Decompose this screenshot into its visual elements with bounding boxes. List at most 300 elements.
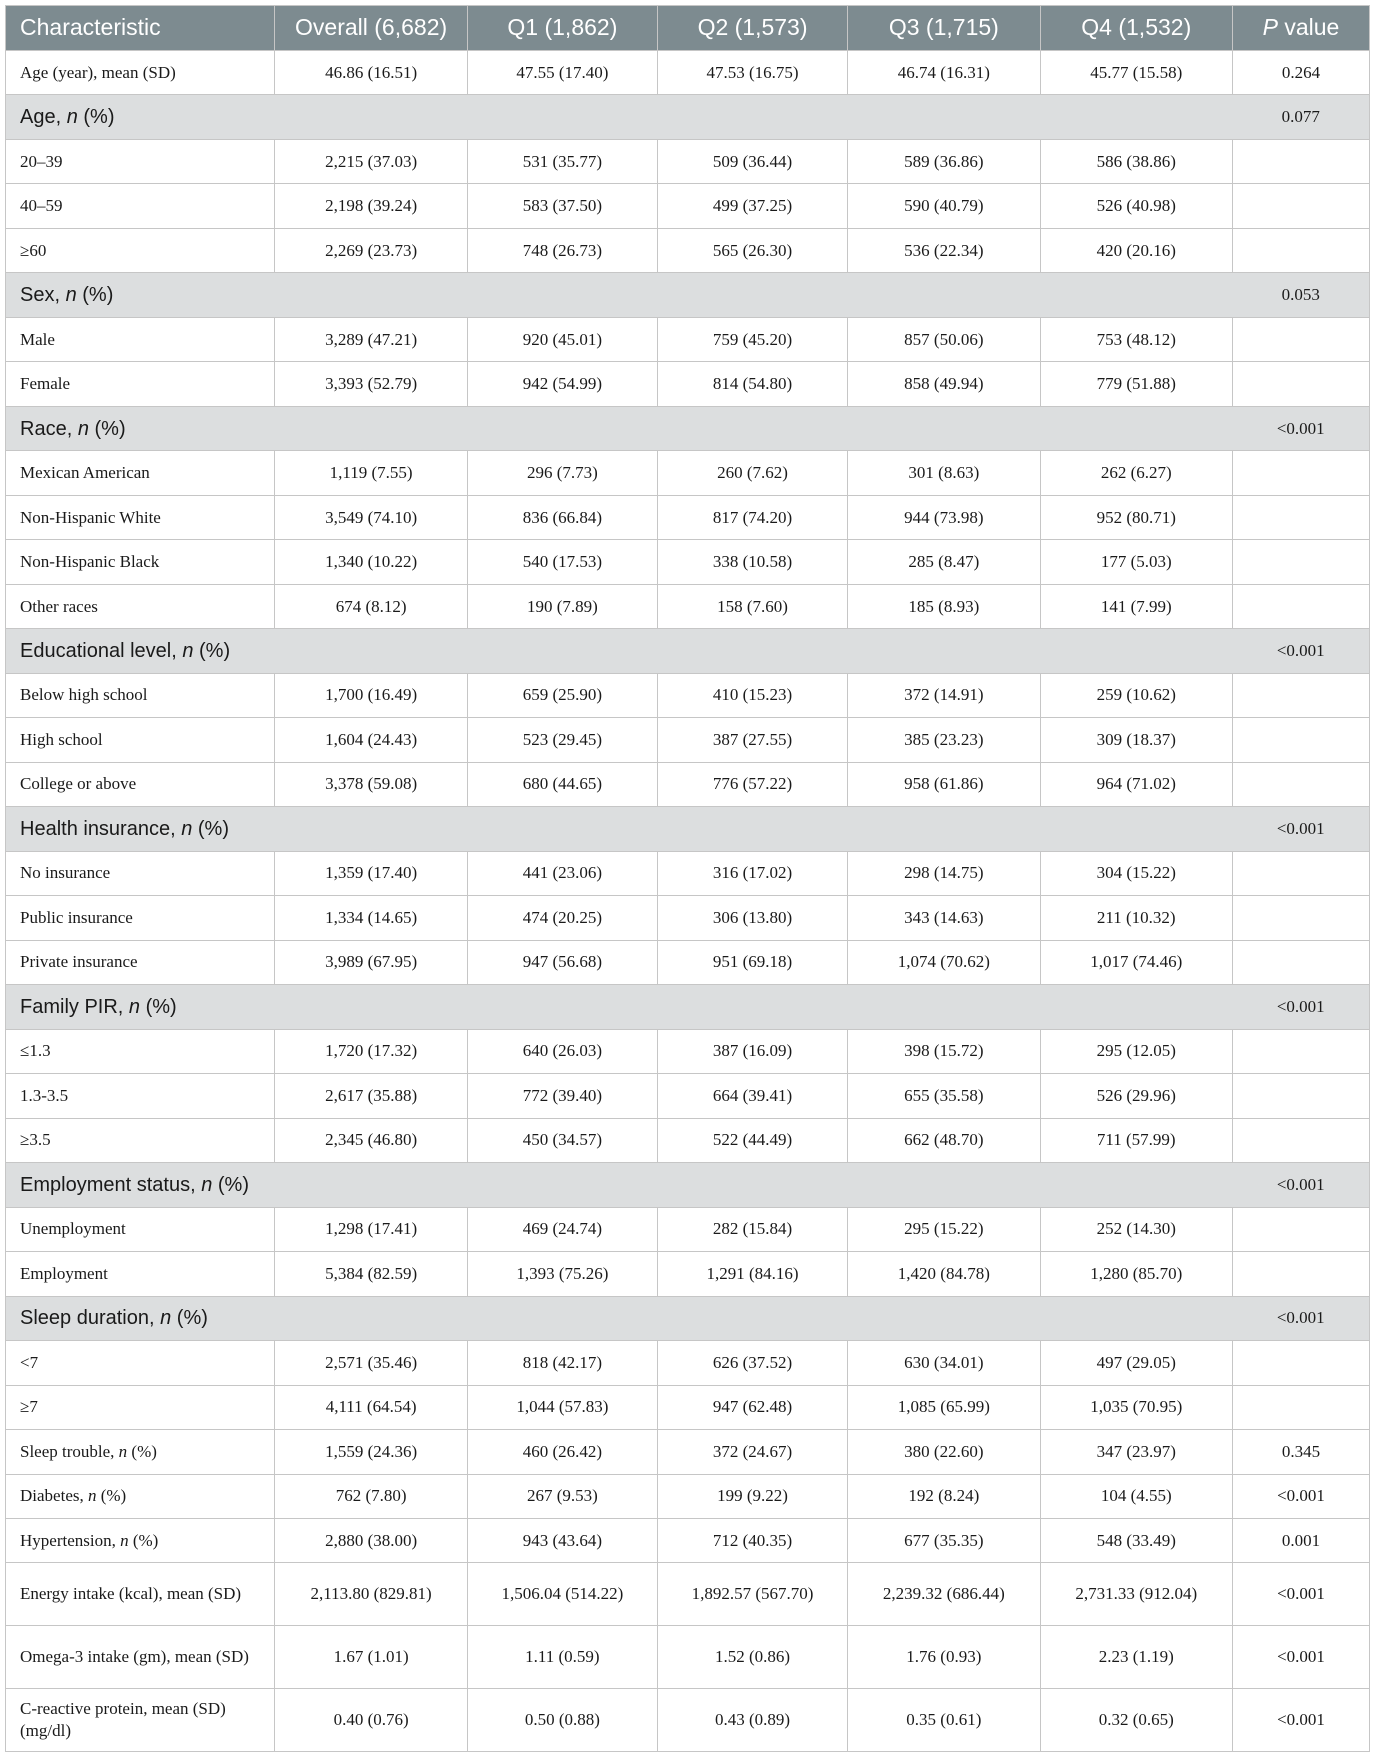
header-overall: Overall (6,682) [275, 6, 467, 51]
value-cell: 2,269 (23.73) [275, 228, 467, 272]
row-label-text: Employment status, [20, 1173, 202, 1196]
p-value-cell [1232, 228, 1369, 272]
row-label [6, 1118, 275, 1162]
p-value-cell [1232, 362, 1369, 406]
table-row [6, 1029, 1370, 1073]
row-label [6, 762, 275, 806]
value-cell: 190 (7.89) [467, 584, 657, 628]
row-label-tail: (%) [88, 417, 126, 440]
row-label [6, 1563, 275, 1626]
section-row [6, 985, 1370, 1029]
row-label-italic: n [87, 1486, 97, 1506]
value-cell: 583 (37.50) [467, 184, 657, 228]
value-cell: 2,880 (38.00) [275, 1518, 467, 1562]
p-value-cell: <0.001 [1232, 1474, 1369, 1518]
value-cell: 0.35 (0.61) [848, 1688, 1040, 1751]
row-label-text: Sleep trouble, [20, 1441, 119, 1461]
row-label-text: Health insurance, [20, 817, 182, 840]
value-cell: 1,700 (16.49) [275, 673, 467, 717]
row-label [6, 228, 275, 272]
value-cell: 497 (29.05) [1040, 1341, 1232, 1385]
row-label [6, 1252, 275, 1296]
row-label [6, 317, 275, 361]
row-label-text: ≥7 [20, 1397, 38, 1417]
p-value-cell [1232, 1118, 1369, 1162]
value-cell: 460 (26.42) [467, 1430, 657, 1474]
value-cell: 1,420 (84.78) [848, 1252, 1040, 1296]
value-cell: 282 (15.84) [657, 1207, 847, 1251]
value-cell: 385 (23.23) [848, 718, 1040, 762]
section-label [6, 95, 1233, 139]
value-cell: 664 (39.41) [657, 1074, 847, 1118]
p-value-cell [1232, 673, 1369, 717]
p-value-cell: <0.001 [1232, 406, 1369, 450]
value-cell: 748 (26.73) [467, 228, 657, 272]
p-value-cell: <0.001 [1232, 629, 1369, 673]
row-label-text: Energy intake (kcal), mean (SD) [20, 1584, 242, 1604]
row-label-text: Educational level, [20, 640, 183, 663]
value-cell: 141 (7.99) [1040, 584, 1232, 628]
value-cell: 762 (7.80) [275, 1474, 467, 1518]
value-cell: 586 (38.86) [1040, 139, 1232, 183]
section-row [6, 807, 1370, 851]
value-cell: 951 (69.18) [657, 940, 847, 984]
value-cell: 1,298 (17.41) [275, 1207, 467, 1251]
value-cell: 1,085 (65.99) [848, 1385, 1040, 1429]
row-label-tail: (%) [171, 1307, 208, 1330]
row-label-text: ≤1.3 [20, 1041, 51, 1061]
row-label [6, 362, 275, 406]
value-cell: 295 (15.22) [848, 1207, 1040, 1251]
value-cell: 46.86 (16.51) [275, 51, 467, 95]
section-label [6, 629, 1233, 673]
table-row [6, 851, 1370, 895]
row-label-text: Age (year), mean (SD) [20, 62, 176, 82]
row-label-text: 1.3-3.5 [20, 1085, 69, 1105]
row-label-italic: n [128, 995, 141, 1018]
value-cell: 285 (8.47) [848, 540, 1040, 584]
value-cell: 372 (14.91) [848, 673, 1040, 717]
value-cell: 711 (57.99) [1040, 1118, 1232, 1162]
p-value-cell [1232, 718, 1369, 762]
row-label-text: Family PIR, [20, 995, 129, 1018]
row-label [6, 1341, 275, 1385]
section-label [6, 406, 1233, 450]
value-cell: 3,378 (59.08) [275, 762, 467, 806]
row-label-tail: (%) [77, 106, 115, 129]
value-cell: 2,571 (35.46) [275, 1341, 467, 1385]
row-label-text: 40–59 [20, 196, 63, 216]
row-label-text: Non-Hispanic White [20, 507, 161, 527]
row-label-italic: n [77, 417, 89, 440]
p-value-cell: 0.053 [1232, 273, 1369, 317]
value-cell: 398 (15.72) [848, 1029, 1040, 1073]
section-label [6, 1163, 1233, 1207]
row-label-text: Hypertension, [20, 1530, 121, 1550]
header-q3: Q3 (1,715) [848, 6, 1040, 51]
row-label-text: Employment [20, 1263, 108, 1283]
value-cell: 1,720 (17.32) [275, 1029, 467, 1073]
value-cell: 46.74 (16.31) [848, 51, 1040, 95]
value-cell: 640 (26.03) [467, 1029, 657, 1073]
row-label [6, 940, 275, 984]
row-label-text: Non-Hispanic Black [20, 552, 160, 572]
value-cell: 817 (74.20) [657, 495, 847, 539]
table-row [6, 673, 1370, 717]
row-label-text: <7 [20, 1352, 39, 1372]
row-label [6, 540, 275, 584]
table-row [6, 139, 1370, 183]
row-label [6, 851, 275, 895]
row-label-text: Private insurance [20, 952, 138, 972]
value-cell: 772 (39.40) [467, 1074, 657, 1118]
value-cell: 858 (49.94) [848, 362, 1040, 406]
value-cell: 548 (33.49) [1040, 1518, 1232, 1562]
p-value-cell [1232, 1252, 1369, 1296]
row-label-text: Female [20, 374, 71, 394]
table-row [6, 896, 1370, 940]
table-row [6, 51, 1370, 95]
value-cell: 655 (35.58) [848, 1074, 1040, 1118]
row-label [6, 673, 275, 717]
value-cell: 3,549 (74.10) [275, 495, 467, 539]
table-row [6, 1518, 1370, 1562]
value-cell: 252 (14.30) [1040, 1207, 1232, 1251]
row-label [6, 139, 275, 183]
table-row [6, 1474, 1370, 1518]
p-value-cell: <0.001 [1232, 1296, 1369, 1340]
value-cell: 158 (7.60) [657, 584, 847, 628]
value-cell: 589 (36.86) [848, 139, 1040, 183]
value-cell: 522 (44.49) [657, 1118, 847, 1162]
value-cell: 185 (8.93) [848, 584, 1040, 628]
row-label-tail: (%) [192, 817, 229, 840]
value-cell: 1,340 (10.22) [275, 540, 467, 584]
row-label-italic: n [65, 284, 77, 307]
value-cell: 964 (71.02) [1040, 762, 1232, 806]
row-label-italic: n [120, 1530, 129, 1550]
header-p-value [1232, 6, 1369, 51]
value-cell: 387 (16.09) [657, 1029, 847, 1073]
p-value-cell [1232, 540, 1369, 584]
row-label [6, 51, 275, 95]
row-label-text: Diabetes, [20, 1486, 88, 1506]
section-label [6, 273, 1233, 317]
value-cell: 2,345 (46.80) [275, 1118, 467, 1162]
value-cell: 5,384 (82.59) [275, 1252, 467, 1296]
value-cell: 857 (50.06) [848, 317, 1040, 361]
p-value-cell [1232, 1029, 1369, 1073]
table-row [6, 317, 1370, 361]
value-cell: 420 (20.16) [1040, 228, 1232, 272]
value-cell: 450 (34.57) [467, 1118, 657, 1162]
value-cell: 1,506.04 (514.22) [467, 1563, 657, 1626]
p-value-cell: <0.001 [1232, 985, 1369, 1029]
p-value-cell: 0.077 [1232, 95, 1369, 139]
value-cell: 1,017 (74.46) [1040, 940, 1232, 984]
table-row [6, 1626, 1370, 1689]
row-label [6, 495, 275, 539]
p-value-cell [1232, 940, 1369, 984]
value-cell: 1,119 (7.55) [275, 451, 467, 495]
p-value-cell [1232, 317, 1369, 361]
value-cell: 523 (29.45) [467, 718, 657, 762]
value-cell: 1.76 (0.93) [848, 1626, 1040, 1689]
row-label [6, 1385, 275, 1429]
row-label [6, 584, 275, 628]
p-value-cell: <0.001 [1232, 1688, 1369, 1751]
p-value-cell: <0.001 [1232, 1163, 1369, 1207]
p-value-cell [1232, 762, 1369, 806]
value-cell: 943 (43.64) [467, 1518, 657, 1562]
row-label-text: College or above [20, 774, 137, 794]
table-row [6, 718, 1370, 762]
section-row [6, 95, 1370, 139]
value-cell: 267 (9.53) [467, 1474, 657, 1518]
value-cell: 316 (17.02) [657, 851, 847, 895]
value-cell: 942 (54.99) [467, 362, 657, 406]
value-cell: 779 (51.88) [1040, 362, 1232, 406]
row-label-text: Public insurance [20, 907, 133, 927]
header-q1: Q1 (1,862) [467, 6, 657, 51]
value-cell: 947 (62.48) [657, 1385, 847, 1429]
table-row [6, 762, 1370, 806]
value-cell: 2,731.33 (912.04) [1040, 1563, 1232, 1626]
header-characteristic: Characteristic [6, 6, 275, 51]
value-cell: 0.50 (0.88) [467, 1688, 657, 1751]
value-cell: 301 (8.63) [848, 451, 1040, 495]
value-cell: 0.40 (0.76) [275, 1688, 467, 1751]
value-cell: 818 (42.17) [467, 1341, 657, 1385]
section-label [6, 1296, 1233, 1340]
value-cell: 469 (24.74) [467, 1207, 657, 1251]
p-value-cell [1232, 584, 1369, 628]
value-cell: 1,892.57 (567.70) [657, 1563, 847, 1626]
row-label-text: High school [20, 729, 103, 749]
value-cell: 920 (45.01) [467, 317, 657, 361]
row-label-tail: (%) [96, 1486, 127, 1506]
row-label-text: No insurance [20, 863, 111, 883]
value-cell: 659 (25.90) [467, 673, 657, 717]
table-row [6, 1688, 1370, 1751]
row-label-text: 20–39 [20, 151, 63, 171]
table-row [6, 1563, 1370, 1626]
value-cell: 759 (45.20) [657, 317, 847, 361]
p-value-cell: 0.001 [1232, 1518, 1369, 1562]
section-row [6, 1163, 1370, 1207]
p-value-cell: 0.264 [1232, 51, 1369, 95]
row-label [6, 1474, 275, 1518]
p-value-cell [1232, 1207, 1369, 1251]
table-row [6, 1385, 1370, 1429]
p-value-cell [1232, 1385, 1369, 1429]
value-cell: 526 (29.96) [1040, 1074, 1232, 1118]
value-cell: 1,393 (75.26) [467, 1252, 657, 1296]
p-value-cell: <0.001 [1232, 1626, 1369, 1689]
value-cell: 814 (54.80) [657, 362, 847, 406]
value-cell: 304 (15.22) [1040, 851, 1232, 895]
row-label-text: Below high school [20, 685, 148, 705]
table-row [6, 495, 1370, 539]
row-label [6, 1626, 275, 1689]
value-cell: 338 (10.58) [657, 540, 847, 584]
value-cell: 1,291 (84.16) [657, 1252, 847, 1296]
value-cell: 1.52 (0.86) [657, 1626, 847, 1689]
value-cell: 776 (57.22) [657, 762, 847, 806]
row-label-text: C-reactive protein, mean (SD) (mg/dl) [20, 1698, 226, 1740]
value-cell: 387 (27.55) [657, 718, 847, 762]
value-cell: 372 (24.67) [657, 1430, 847, 1474]
row-label [6, 184, 275, 228]
value-cell: 309 (18.37) [1040, 718, 1232, 762]
table-row [6, 228, 1370, 272]
row-label [6, 1207, 275, 1251]
row-label-italic: n [118, 1441, 128, 1461]
p-value-cell [1232, 451, 1369, 495]
value-cell: 1,334 (14.65) [275, 896, 467, 940]
value-cell: 296 (7.73) [467, 451, 657, 495]
value-cell: 540 (17.53) [467, 540, 657, 584]
section-row [6, 406, 1370, 450]
characteristics-table [5, 5, 1370, 1752]
value-cell: 590 (40.79) [848, 184, 1040, 228]
value-cell: 1,035 (70.95) [1040, 1385, 1232, 1429]
value-cell: 260 (7.62) [657, 451, 847, 495]
value-cell: 1,074 (70.62) [848, 940, 1040, 984]
table-row [6, 451, 1370, 495]
row-label-text: Mexican American [20, 463, 150, 483]
value-cell: 199 (9.22) [657, 1474, 847, 1518]
row-label [6, 1074, 275, 1118]
value-cell: 104 (4.55) [1040, 1474, 1232, 1518]
row-label-italic: n [182, 640, 194, 663]
p-value-cell [1232, 896, 1369, 940]
value-cell: 306 (13.80) [657, 896, 847, 940]
value-cell: 380 (22.60) [848, 1430, 1040, 1474]
row-label-text: Other races [20, 596, 98, 616]
row-label-italic: n [201, 1173, 213, 1196]
row-label [6, 896, 275, 940]
row-label-text: Sex, [20, 284, 66, 307]
p-value-cell [1232, 1341, 1369, 1385]
section-label [6, 985, 1233, 1029]
value-cell: 674 (8.12) [275, 584, 467, 628]
p-value-cell [1232, 851, 1369, 895]
row-label [6, 451, 275, 495]
value-cell: 0.32 (0.65) [1040, 1688, 1232, 1751]
value-cell: 1.67 (1.01) [275, 1626, 467, 1689]
value-cell: 47.55 (17.40) [467, 51, 657, 95]
row-label-text: Race, [20, 417, 78, 440]
value-cell: 47.53 (16.75) [657, 51, 847, 95]
row-label-text: Sleep duration, [20, 1307, 161, 1330]
section-row [6, 629, 1370, 673]
value-cell: 3,289 (47.21) [275, 317, 467, 361]
value-cell: 1.11 (0.59) [467, 1626, 657, 1689]
value-cell: 192 (8.24) [848, 1474, 1040, 1518]
row-label-text: Unemployment [20, 1219, 126, 1239]
p-value-cell: <0.001 [1232, 807, 1369, 851]
table-row [6, 540, 1370, 584]
row-label-text: Omega-3 intake (gm), mean (SD) [20, 1646, 249, 1666]
row-label-italic: n [181, 817, 193, 840]
section-row [6, 1296, 1370, 1340]
value-cell: 536 (22.34) [848, 228, 1040, 272]
section-row [6, 273, 1370, 317]
row-label-text: Age, [20, 106, 67, 129]
row-label [6, 1688, 275, 1751]
table-body [6, 51, 1370, 1752]
value-cell: 680 (44.65) [467, 762, 657, 806]
table-row [6, 362, 1370, 406]
row-label-tail: (%) [193, 640, 231, 663]
value-cell: 947 (56.68) [467, 940, 657, 984]
value-cell: 2,215 (37.03) [275, 139, 467, 183]
value-cell: 565 (26.30) [657, 228, 847, 272]
p-value-cell: <0.001 [1232, 1563, 1369, 1626]
value-cell: 474 (20.25) [467, 896, 657, 940]
value-cell: 2.23 (1.19) [1040, 1626, 1232, 1689]
value-cell: 259 (10.62) [1040, 673, 1232, 717]
section-label [6, 807, 1233, 851]
value-cell: 0.43 (0.89) [657, 1688, 847, 1751]
value-cell: 441 (23.06) [467, 851, 657, 895]
value-cell: 3,989 (67.95) [275, 940, 467, 984]
value-cell: 958 (61.86) [848, 762, 1040, 806]
row-label [6, 1430, 275, 1474]
value-cell: 662 (48.70) [848, 1118, 1040, 1162]
value-cell: 753 (48.12) [1040, 317, 1232, 361]
value-cell: 952 (80.71) [1040, 495, 1232, 539]
table-row [6, 940, 1370, 984]
p-value-cell [1232, 184, 1369, 228]
value-cell: 2,239.32 (686.44) [848, 1563, 1040, 1626]
header-q2: Q2 (1,573) [657, 6, 847, 51]
value-cell: 3,393 (52.79) [275, 362, 467, 406]
value-cell: 211 (10.32) [1040, 896, 1232, 940]
value-cell: 626 (37.52) [657, 1341, 847, 1385]
row-label-text: ≥3.5 [20, 1130, 51, 1150]
header-p-rest: value [1277, 14, 1340, 41]
value-cell: 526 (40.98) [1040, 184, 1232, 228]
value-cell: 1,604 (24.43) [275, 718, 467, 762]
value-cell: 1,044 (57.83) [467, 1385, 657, 1429]
row-label-tail: (%) [128, 1530, 159, 1550]
table-row [6, 1341, 1370, 1385]
value-cell: 630 (34.01) [848, 1341, 1040, 1385]
value-cell: 2,198 (39.24) [275, 184, 467, 228]
header-row [6, 6, 1370, 51]
p-value-cell [1232, 139, 1369, 183]
value-cell: 499 (37.25) [657, 184, 847, 228]
value-cell: 177 (5.03) [1040, 540, 1232, 584]
p-value-cell [1232, 495, 1369, 539]
table-row [6, 1074, 1370, 1118]
row-label [6, 1518, 275, 1562]
value-cell: 944 (73.98) [848, 495, 1040, 539]
row-label-italic: n [66, 106, 78, 129]
value-cell: 298 (14.75) [848, 851, 1040, 895]
value-cell: 410 (15.23) [657, 673, 847, 717]
value-cell: 45.77 (15.58) [1040, 51, 1232, 95]
table-row [6, 1252, 1370, 1296]
value-cell: 1,559 (24.36) [275, 1430, 467, 1474]
row-label-tail: (%) [127, 1441, 157, 1461]
p-value-cell [1232, 1074, 1369, 1118]
row-label-tail: (%) [212, 1173, 249, 1196]
value-cell: 347 (23.97) [1040, 1430, 1232, 1474]
value-cell: 4,111 (64.54) [275, 1385, 467, 1429]
